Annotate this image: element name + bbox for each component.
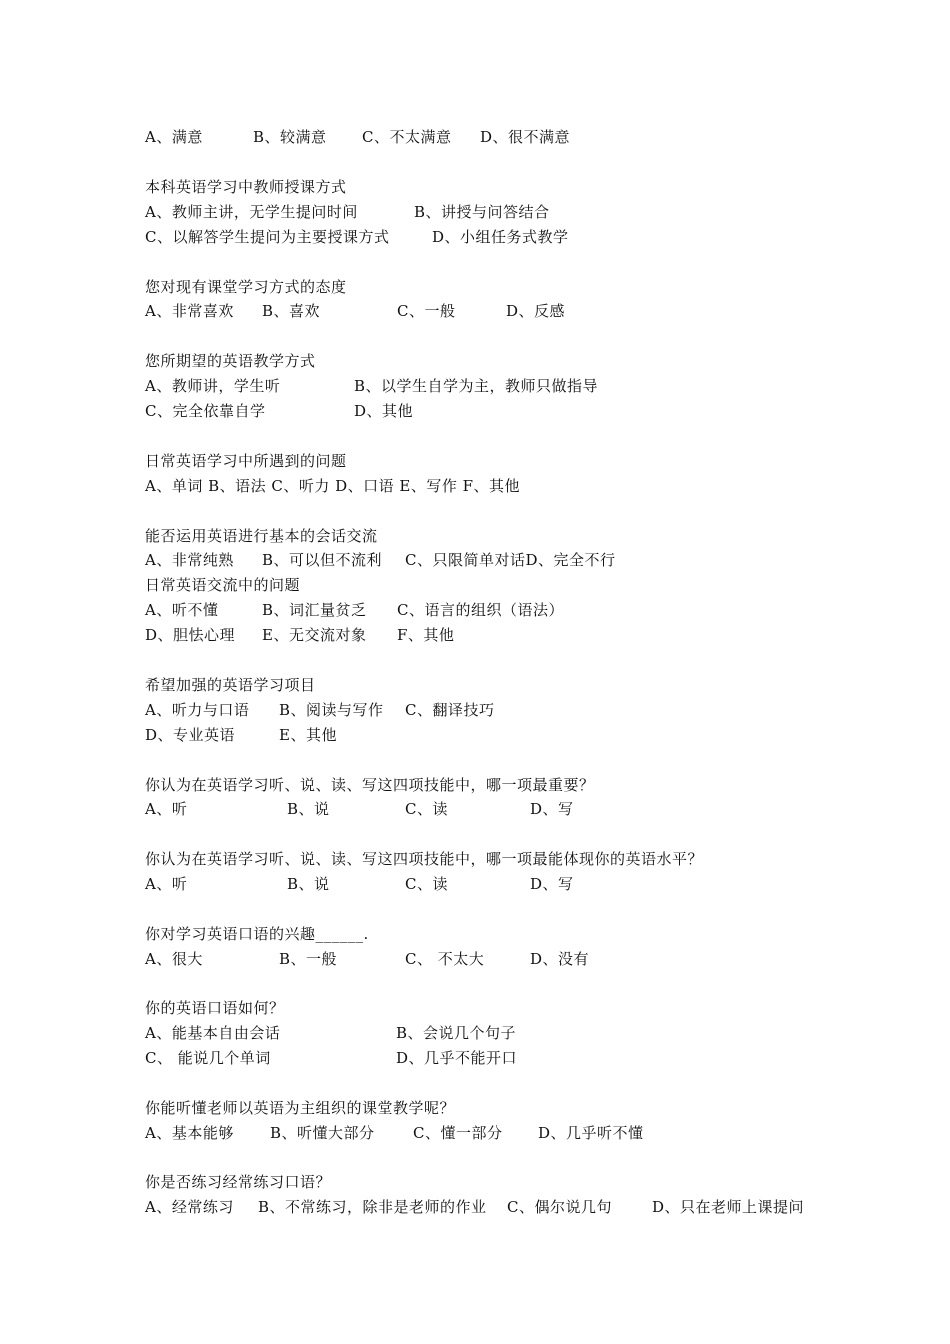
option-text: D、几乎不能开口 — [396, 1049, 518, 1067]
option-text: C、以解答学生提问为主要授课方式 — [145, 228, 390, 246]
option-text: A、听力与口语 — [145, 701, 250, 719]
option-text: B、以学生自学为主，教师只做指导 — [354, 377, 599, 395]
option-text: C、不太满意 — [362, 128, 452, 146]
option-text: D、写 — [530, 875, 574, 893]
option-text: A、能基本自由会话 — [145, 1024, 281, 1042]
option-text: A、很大 — [145, 950, 203, 968]
option-text: A、满意 — [145, 128, 203, 146]
option-text: B、不常练习，除非是老师的作业 — [258, 1198, 487, 1216]
option-text: A、单词 B、语法 C、听力 D、口语 E、写作 F、其他 — [145, 477, 521, 495]
option-text: B、阅读与写作 — [279, 701, 384, 719]
question-title: 你是否练习经常练习口语？ — [145, 1173, 332, 1191]
question-title: 能否运用英语进行基本的会话交流 — [145, 527, 378, 545]
option-text: A、教师主讲，无学生提问时间 — [145, 203, 358, 221]
option-text: C、一般 — [397, 302, 456, 320]
question-title: 本科英语学习中教师授课方式 — [145, 178, 347, 196]
option-text: C、 不太大 — [405, 950, 485, 968]
option-text: C、 能说几个单词 — [145, 1049, 271, 1067]
option-text: F、其他 — [397, 626, 455, 644]
option-text: B、说 — [287, 875, 330, 893]
option-text: D、其他 — [354, 402, 414, 420]
option-text: C、只限简单对话D、完全不行 — [405, 551, 616, 569]
option-text: B、喜欢 — [262, 302, 321, 320]
option-text: B、可以但不流利 — [262, 551, 383, 569]
option-text: A、教师讲，学生听 — [145, 377, 281, 395]
option-text: B、讲授与问答结合 — [414, 203, 550, 221]
option-text: C、读 — [405, 800, 448, 818]
option-text: D、反感 — [506, 302, 566, 320]
question-title: 你对学习英语口语的兴趣______. — [145, 925, 369, 943]
question-title: 你能听懂老师以英语为主组织的课堂教学呢？ — [145, 1099, 456, 1117]
option-text: C、翻译技巧 — [405, 701, 495, 719]
option-text: A、基本能够 — [145, 1124, 234, 1142]
option-text: A、非常喜欢 — [145, 302, 234, 320]
question-title: 你认为在英语学习听、说、读、写这四项技能中，哪一项最能体现你的英语水平？ — [145, 850, 704, 868]
option-text: B、一般 — [279, 950, 338, 968]
option-text: B、听懂大部分 — [270, 1124, 375, 1142]
option-text: D、写 — [530, 800, 574, 818]
option-text: C、语言的组织（语法） — [397, 601, 564, 619]
question-title: 您对现有课堂学习方式的态度 — [145, 278, 347, 296]
option-text: E、无交流对象 — [262, 626, 367, 644]
option-text: D、很不满意 — [480, 128, 571, 146]
option-text: B、较满意 — [253, 128, 327, 146]
option-text: C、完全依靠自学 — [145, 402, 266, 420]
option-text: E、其他 — [279, 726, 337, 744]
option-text: D、只在老师上课提问 — [652, 1198, 805, 1216]
option-text: A、经常练习 — [145, 1198, 234, 1216]
option-text: C、懂一部分 — [413, 1124, 503, 1142]
question-title: 希望加强的英语学习项目 — [145, 676, 316, 694]
question-title: 你的英语口语如何？ — [145, 999, 285, 1017]
option-text: A、非常纯熟 — [145, 551, 234, 569]
question-title: 你认为在英语学习听、说、读、写这四项技能中，哪一项最重要？ — [145, 776, 595, 794]
option-text: C、读 — [405, 875, 448, 893]
option-text: D、小组任务式教学 — [432, 228, 569, 246]
option-text: B、说 — [287, 800, 330, 818]
option-text: D、专业英语 — [145, 726, 236, 744]
option-text: D、几乎听不懂 — [538, 1124, 644, 1142]
option-text: A、听 — [145, 875, 188, 893]
question-title: 日常英语学习中所遇到的问题 — [145, 452, 347, 470]
option-text: D、胆怯心理 — [145, 626, 236, 644]
question-title: 日常英语交流中的问题 — [145, 576, 301, 594]
option-text: D、没有 — [530, 950, 590, 968]
option-text: B、会说几个句子 — [396, 1024, 517, 1042]
question-title: 您所期望的英语教学方式 — [145, 352, 316, 370]
option-text: C、偶尔说几句 — [507, 1198, 612, 1216]
option-text: A、听不懂 — [145, 601, 219, 619]
option-text: A、听 — [145, 800, 188, 818]
option-text: B、词汇量贫乏 — [262, 601, 367, 619]
